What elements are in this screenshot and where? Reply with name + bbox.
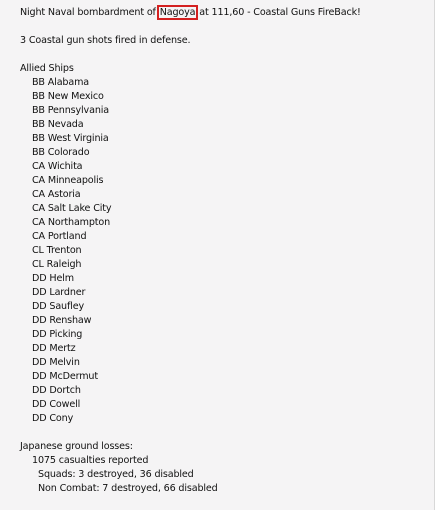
location-name: Nagoya bbox=[159, 7, 196, 18]
ship-entry: DD Renshaw bbox=[32, 315, 92, 326]
squads-losses-text: Squads: 3 destroyed, 36 disabled bbox=[38, 469, 194, 480]
ship-entry: BB Alabama bbox=[32, 77, 90, 88]
ship-entry: DD Dortch bbox=[32, 385, 81, 396]
ship-entry: DD Saufley bbox=[32, 301, 84, 312]
ship-entry: BB Colorado bbox=[32, 147, 90, 158]
header-prefix: Night Naval bombardment of bbox=[20, 7, 159, 18]
ship-entry: BB Nevada bbox=[32, 119, 84, 130]
ship-entry: DD Picking bbox=[32, 329, 83, 340]
ship-entry: CA Wichita bbox=[32, 161, 83, 172]
ship-entry: DD Helm bbox=[32, 273, 74, 284]
ship-entry: CA Astoria bbox=[32, 189, 81, 200]
ship-entry: BB New Mexico bbox=[32, 91, 104, 102]
ship-entry: CL Trenton bbox=[32, 245, 82, 256]
ship-entry: CL Raleigh bbox=[32, 259, 82, 270]
ship-entry: CA Minneapolis bbox=[32, 175, 104, 186]
allied-ships-label: Allied Ships bbox=[20, 63, 74, 74]
ship-entry: DD Cowell bbox=[32, 399, 81, 410]
ship-entry: CA Portland bbox=[32, 231, 87, 242]
ship-entry: DD Melvin bbox=[32, 357, 80, 368]
ship-entry: DD Cony bbox=[32, 413, 74, 424]
ship-entry: DD Mertz bbox=[32, 343, 76, 354]
shots-fired-text: 3 Coastal gun shots fired in defense. bbox=[20, 35, 191, 46]
ship-entry: BB West Virginia bbox=[32, 133, 109, 144]
header-suffix: at 111,60 - Coastal Guns FireBack! bbox=[196, 7, 361, 18]
ship-entry: CA Salt Lake City bbox=[32, 203, 112, 214]
ground-losses-label: Japanese ground losses: bbox=[20, 441, 133, 452]
report-header bbox=[20, 6, 361, 20]
ship-entry: DD McDermut bbox=[32, 371, 98, 382]
ship-entry: DD Lardner bbox=[32, 287, 86, 298]
casualties-text: 1075 casualties reported bbox=[32, 455, 149, 466]
non-combat-losses-text: Non Combat: 7 destroyed, 66 disabled bbox=[38, 483, 218, 494]
ship-entry: BB Pennsylvania bbox=[32, 105, 109, 116]
ship-entry: CA Northampton bbox=[32, 217, 111, 228]
